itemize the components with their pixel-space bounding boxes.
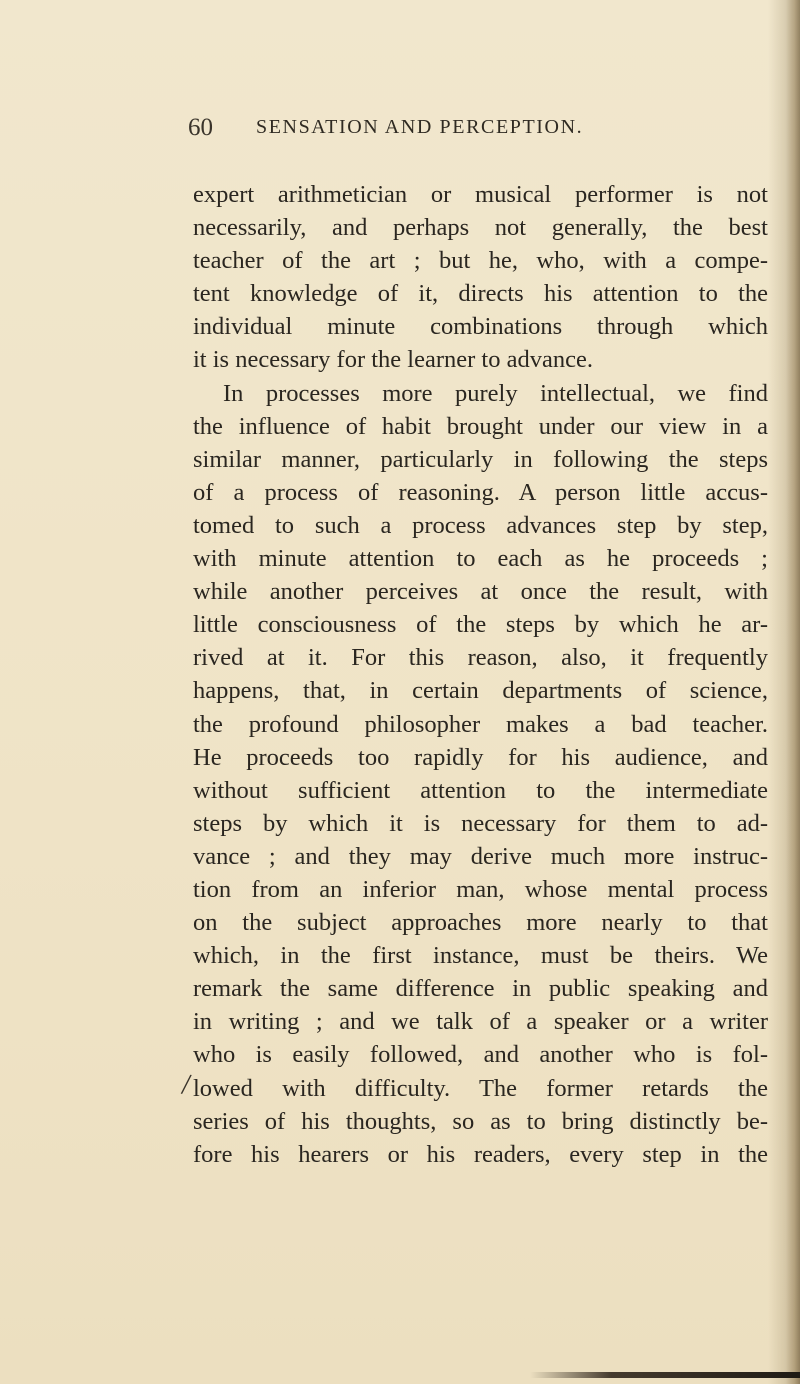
text-line: while another perceives at once the result, with (193, 578, 768, 606)
text-line: expert arithmetician or musical performer is not (193, 181, 768, 208)
text-line: individual minute combinations through which (193, 313, 768, 341)
text-line: fore his hearers or his readers, every step in the (193, 1140, 768, 1168)
text-line: happens, that, in certain departments of science, (193, 677, 768, 705)
text-line: steps by which it is necessary for them to ad- (193, 809, 768, 837)
text-line: similar manner, particularly in following the steps (193, 445, 768, 473)
text-line: teacher of the art ; but he, who, with a compe- (193, 247, 768, 275)
text-line: of a process of reasoning. A person little accus- (193, 478, 768, 506)
text-line: tomed to such a process advances step by step, (193, 511, 768, 539)
text-line: little consciousness of the steps by which he ar- (193, 611, 768, 639)
text-line: vance ; and they may derive much more instruc- (193, 842, 768, 870)
text-line: series of his thoughts, so as to bring distinctly be- (193, 1107, 768, 1135)
page-edge-shadow (786, 0, 800, 1384)
text-line: with minute attention to each as he proceeds ; (193, 545, 768, 573)
text-line: in writing ; and we talk of a speaker or a writer (193, 1008, 768, 1036)
text-line: who is easily followed, and another who is fol- (193, 1041, 768, 1069)
margin-pencil-mark: / (179, 1067, 193, 1102)
text-line: on the subject approaches more nearly to that (193, 909, 768, 937)
page-number: 60 (188, 114, 213, 141)
text-line: He proceeds too rapidly for his audience, and (193, 743, 768, 771)
text-line: rived at it. For this reason, also, it frequently (193, 644, 768, 672)
body-text (193, 178, 768, 1171)
text-line: In processes more purely intellectual, we find (223, 379, 768, 407)
text-line: which, in the first instance, must be theirs. We (193, 942, 768, 970)
bottom-edge-rule (530, 1372, 800, 1378)
text-line: necessarily, and perhaps not generally, the best (193, 214, 768, 242)
running-title: SENSATION AND PERCEPTION. (256, 116, 584, 138)
text-line: the influence of habit brought under our view in a (193, 412, 768, 440)
text-line: the profound philosopher makes a bad teacher. (193, 710, 768, 738)
text-line: lowed with difficulty. The former retards the (193, 1074, 768, 1102)
text-line: without sufficient attention to the intermediate (193, 776, 768, 804)
text-line: tion from an inferior man, whose mental process (193, 875, 768, 903)
text-line: remark the same difference in public speaking and (193, 975, 768, 1003)
text-line: tent knowledge of it, directs his attention to the (193, 280, 768, 308)
text-line: it is necessary for the learner to advance. (193, 346, 593, 374)
